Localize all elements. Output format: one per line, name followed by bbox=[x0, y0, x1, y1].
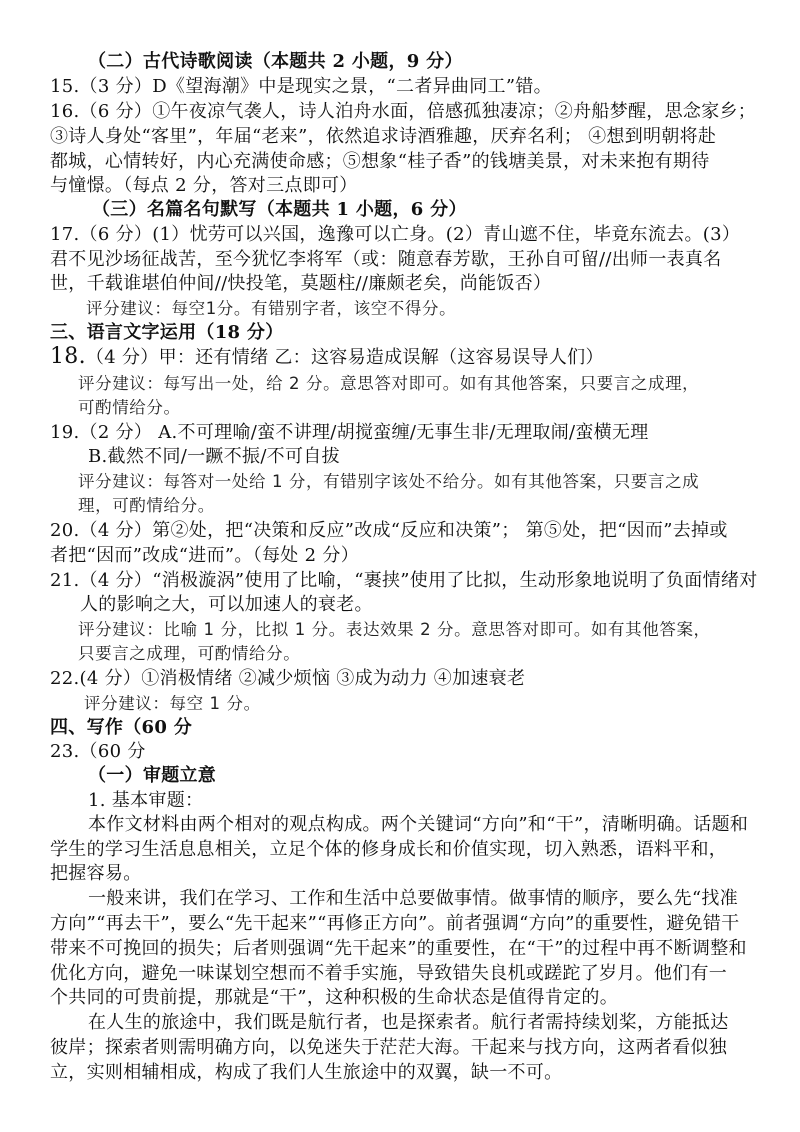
scoring-note-q19: 理，可酌情给分。 bbox=[78, 496, 215, 515]
answer-q22: 22.(4 分）①消极情绪 ②减少烦恼 ③成为动力 ④加速衰老 bbox=[50, 668, 526, 689]
essay-paragraph-line: 优化方向，避免一味谋划空想而不着手实施，导致错失良机或蹉跎了岁月。他们有一 bbox=[50, 963, 728, 984]
essay-paragraph-line: 本作文材料由两个相对的观点构成。两个关键词“方向”和“干”，清晰明确。话题和 bbox=[88, 814, 749, 835]
answer-q19-line: B.截然不同/一蹶不振/不可自拔 bbox=[88, 446, 340, 467]
essay-paragraph-line: 带来不可挽回的损失；后者则强调“先干起来”的重要性，在“干”的过程中再不断调整和 bbox=[50, 938, 747, 959]
answer-q16-line: 与憧憬。（每点 2 分，答对三点即可） bbox=[50, 175, 358, 196]
shenti-heading: （一）审题立意 bbox=[88, 765, 217, 786]
answer-q20-line: 者把“因而”改成“进而”。（每处 2 分） bbox=[50, 545, 360, 566]
answer-q15: 15.（3 分）D《望海潮》中是现实之景，“二者异曲同工”错。 bbox=[50, 76, 552, 97]
writing-section-heading: 四、写作（60 分 bbox=[50, 717, 193, 738]
answer-q20-line: 20.（4 分）第②处，把“决策和反应”改成“反应和决策”； 第⑤处，把“因而”去掉或 bbox=[50, 520, 728, 541]
essay-paragraph-line: 彼岸；探索者则需明确方向，以免迷失于茫茫大海。干起来与找方向，这两者看似独 bbox=[50, 1037, 728, 1058]
scoring-note-q18: 评分建议：每写出一处，给 2 分。意思答对即可。如有其他答案，只要言之成理， bbox=[78, 374, 700, 393]
q18-number: 18. bbox=[50, 344, 86, 369]
answer-q16-line: 16.（6 分）①午夜凉气袭人，诗人泊舟水面，倍感孤独凄凉；②舟船梦醒，思念家乡； bbox=[50, 101, 757, 122]
answer-q16-line: ③诗人身处“客里”，年届“老来”，依然追求诗酒雅趣，厌弃名利； ④想到明朝将赴 bbox=[50, 126, 717, 147]
scoring-note-q19: 评分建议：每答对一处给 1 分，有错别字该处不给分。如有其他答案，只要言之成 bbox=[78, 472, 700, 491]
scoring-note-q22: 评分建议：每空 1 分。 bbox=[84, 694, 261, 713]
answer-q19-line: 19.（2 分） A.不可理喻/蛮不讲理/胡搅蛮缠/无事生非/无理取闹/蛮横无理 bbox=[50, 422, 649, 443]
answer-q18 bbox=[50, 345, 604, 370]
answer-q17-line: 17.（6 分）(1）忧劳可以兴国，逸豫可以亡身。(2）青山遮不住，毕竟东流去。(3） bbox=[50, 224, 741, 245]
answer-q17-line: 世，千载谁堪伯仲间//快投笔，莫题柱//廉颇老矣，尚能饭否） bbox=[50, 273, 552, 294]
scoring-note-q18: 可酌情给分。 bbox=[78, 398, 181, 417]
essay-paragraph-line: 在人生的旅途中，我们既是航行者，也是探索者。航行者需持续划桨，方能抵达 bbox=[88, 1012, 729, 1033]
essay-paragraph-line: 学生的学习生活息息相关，立足个体的修身成长和价值实现，切入熟悉，语料平和， bbox=[50, 839, 728, 860]
essay-paragraph-line: 一般来讲，我们在学习、工作和生活中总要做事情。做事情的顺序，要么先“找准 bbox=[88, 888, 738, 909]
basic-shenti-heading: 1. 基本审题： bbox=[88, 790, 204, 811]
essay-paragraph-line: 个共同的可贵前提，那就是“干”，这种积极的生命状态是值得肯定的。 bbox=[50, 987, 619, 1008]
answer-q21-line: 人的影响之大，可以加速人的衰老。 bbox=[80, 594, 373, 615]
scoring-note-q21: 只要言之成理，可酌情给分。 bbox=[78, 644, 301, 663]
language-section-heading: 三、语言文字运用（18 分） bbox=[50, 322, 284, 343]
essay-paragraph-line: 方向”“再去干”，要么“先干起来”“再修正方向”。前者强调“方向”的重要性，避免错干 bbox=[50, 913, 740, 934]
essay-paragraph-line: 立，实则相辅相成，构成了我们人生旅途中的双翼，缺一不可。 bbox=[50, 1062, 563, 1083]
answer-q21-line: 21.（4 分）“消极漩涡”使用了比喻，“裹挟”使用了比拟，生动形象地说明了负面情绪对 bbox=[50, 570, 758, 591]
scoring-note-q21: 评分建议：比喻 1 分，比拟 1 分。表达效果 2 分。意思答对即可。如有其他答案， bbox=[78, 620, 711, 639]
scoring-note-q17: 评分建议：每空1分。有错别字者，该空不得分。 bbox=[86, 299, 457, 318]
poetry-section-heading: （二）古代诗歌阅读（本题共 2 小题，9 分） bbox=[88, 51, 463, 72]
answer-q17-line: 君不见沙场征战苦，至今犹忆李将军（或：随意春芳歇，王孙自可留//出师一表真名 bbox=[50, 249, 722, 270]
answer-q16-line: 都城，心情转好，内心充满使命感；⑤想象“桂子香”的钱塘美景，对未来抱有期待 bbox=[50, 151, 710, 172]
essay-paragraph-line: 把握容易。 bbox=[50, 863, 142, 884]
answer-q23: 23.（60 分 bbox=[50, 741, 146, 762]
q18-text: （4 分）甲：还有情绪 乙：这容易造成误解（这容易误导人们） bbox=[85, 347, 604, 368]
recitation-section-heading: （三）名篇名句默写（本题共 1 小题，6 分） bbox=[92, 199, 467, 220]
